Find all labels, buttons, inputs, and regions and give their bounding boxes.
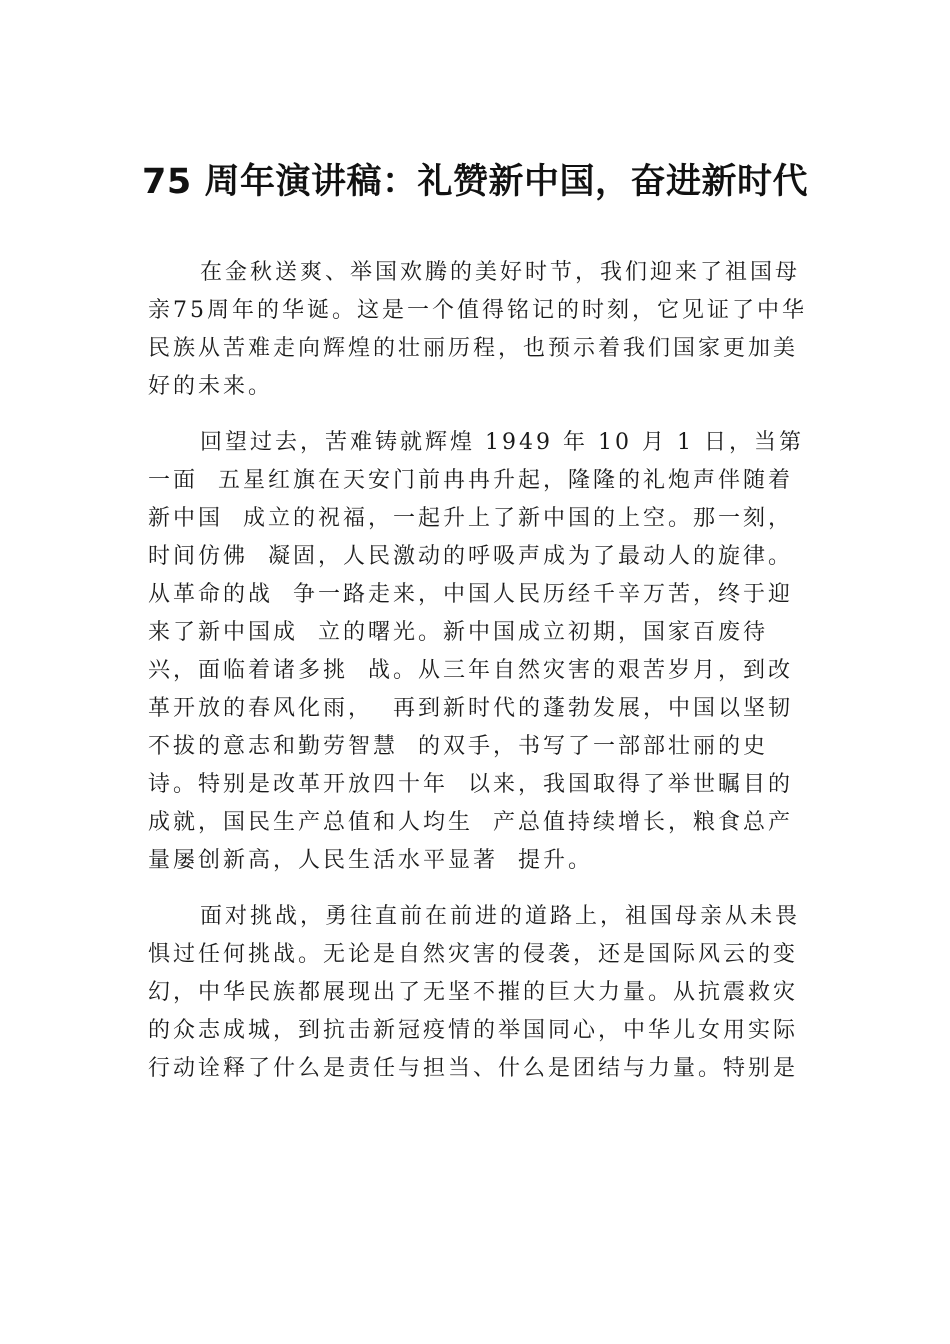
document-title: 75 周年演讲稿：礼赞新中国，奋进新时代: [142, 162, 808, 202]
document-body: [148, 254, 827, 1088]
paragraph-3: 面对挑战，勇往直前在前进的道路上，祖国母亲从未畏 惧过任何挑战。无论是自然灾害的侵袭，还是国际风云的变 幻，中华民族都展现出了无坚不摧的巨大力量。从抗震救灾 的众志成城，到抗击新冠疫情的举国同心，中华儿女用实际 行动诠释了什么是责任与担当、什么是团结与力量。特别是: [148, 904, 821, 1081]
paragraph-1: 在金秋送爽、举国欢腾的美好时节，我们迎来了祖国母 亲75周年的华诞。这是一个值得铭记的时刻，它见证了中华 民族从苦难走向辉煌的壮丽历程，也预示着我们国家更加美 好的未来。: [148, 260, 827, 399]
paragraph-2: 回望过去，苦难铸就辉煌 1949 年 10 月 1 日，当第一面 五星红旗在天安门前冉冉升起，隆隆的礼炮声伴随着新中国 成立的祝福，一起升上了新中国的上空。那一刻，时间仿佛 凝固，人民激动的呼吸声成为了最动人的旋律。从革命的战 争一路走来，中国人民历经千辛万苦，终于迎来了新中国成 立的曙光。新中国成立初期，国家百废待兴，面临着诸多挑 战。从三年自然灾害的艰苦岁月，到改革开放的春风化雨， 再到新时代的蓬勃发展，中国以坚韧不拔的意志和勤劳智慧 的双手，书写了一部部壮丽的史诗。特别是改革开放四十年 以来，我国取得了举世瞩目的成就，国民生产总值和人均生 产总值持续增长，粮食总产量屡创新高，人民生活水平显著 提升。: [148, 430, 804, 873]
